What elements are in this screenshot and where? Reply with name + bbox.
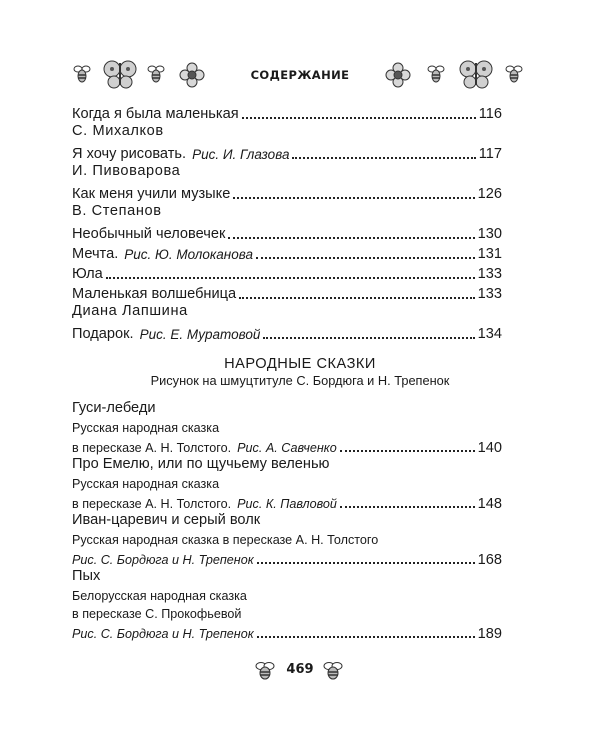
toc-section-1 (72, 103, 502, 343)
tale-note: Русская народная сказка (72, 477, 220, 491)
toc-entry[interactable]: в пересказе А. Н. Толстого. Рис. К. Павловой 148 (72, 496, 502, 512)
toc-author: Диана Лапшина (72, 303, 188, 319)
tale-title: Пых (72, 568, 101, 584)
insect-ornament-right-icon (380, 58, 530, 92)
toc-entry[interactable]: Когда я была маленькая 116 (72, 106, 502, 122)
toc-entry[interactable]: Юла 133 (72, 266, 502, 282)
tale-title: Гуси-лебеди (72, 400, 156, 416)
tale-note: Русская народная сказка (72, 421, 220, 435)
page-number: 469 (286, 662, 314, 677)
toc-entry[interactable]: Рис. С. Бордюга и Н. Трепенок 168 (72, 552, 502, 568)
tale-note: Белорусская народная сказка (72, 589, 247, 603)
toc-entry[interactable]: Мечта. Рис. Ю. Молоканова 131 (72, 246, 502, 262)
toc-entry[interactable]: Маленькая волшебница 133 (72, 286, 502, 302)
toc-entry[interactable]: в пересказе А. Н. Толстого. Рис. А. Савченко 140 (72, 440, 502, 456)
section-title: НАРОДНЫЕ СКАЗКИ (224, 356, 376, 372)
toc-author: И. Пивоварова (72, 163, 181, 179)
toc-entry[interactable]: Как меня учили музыке 126 (72, 186, 502, 202)
contents-header (70, 58, 530, 92)
header-title: СОДЕРЖАНИЕ (250, 68, 350, 82)
tale-note: в пересказе С. Прокофьевой (72, 607, 242, 621)
toc-entry[interactable]: Подарок. Рис. Е. Муратовой 134 (72, 326, 502, 342)
bee-right-icon (322, 661, 344, 681)
section-subtitle: Рисунок на шмуцтитуле С. Бордюга и Н. Трепенок (150, 373, 450, 388)
toc-author: С. Михалков (72, 123, 164, 139)
tale-title: Про Емелю, или по щучьему веленью (72, 456, 330, 472)
tale-note: Русская народная сказка в пересказе А. Н. Толстого (72, 533, 379, 547)
toc-author: В. Степанов (72, 203, 162, 219)
toc-section-2 (72, 400, 502, 642)
toc-entry[interactable]: Рис. С. Бордюга и Н. Трепенок 189 (72, 626, 502, 642)
toc-entry[interactable]: Я хочу рисовать. Рис. И. Глазова 117 (72, 146, 502, 162)
page-footer (0, 661, 600, 681)
tale-title: Иван-царевич и серый волк (72, 512, 261, 528)
toc-entry[interactable]: Необычный человечек 130 (72, 226, 502, 242)
